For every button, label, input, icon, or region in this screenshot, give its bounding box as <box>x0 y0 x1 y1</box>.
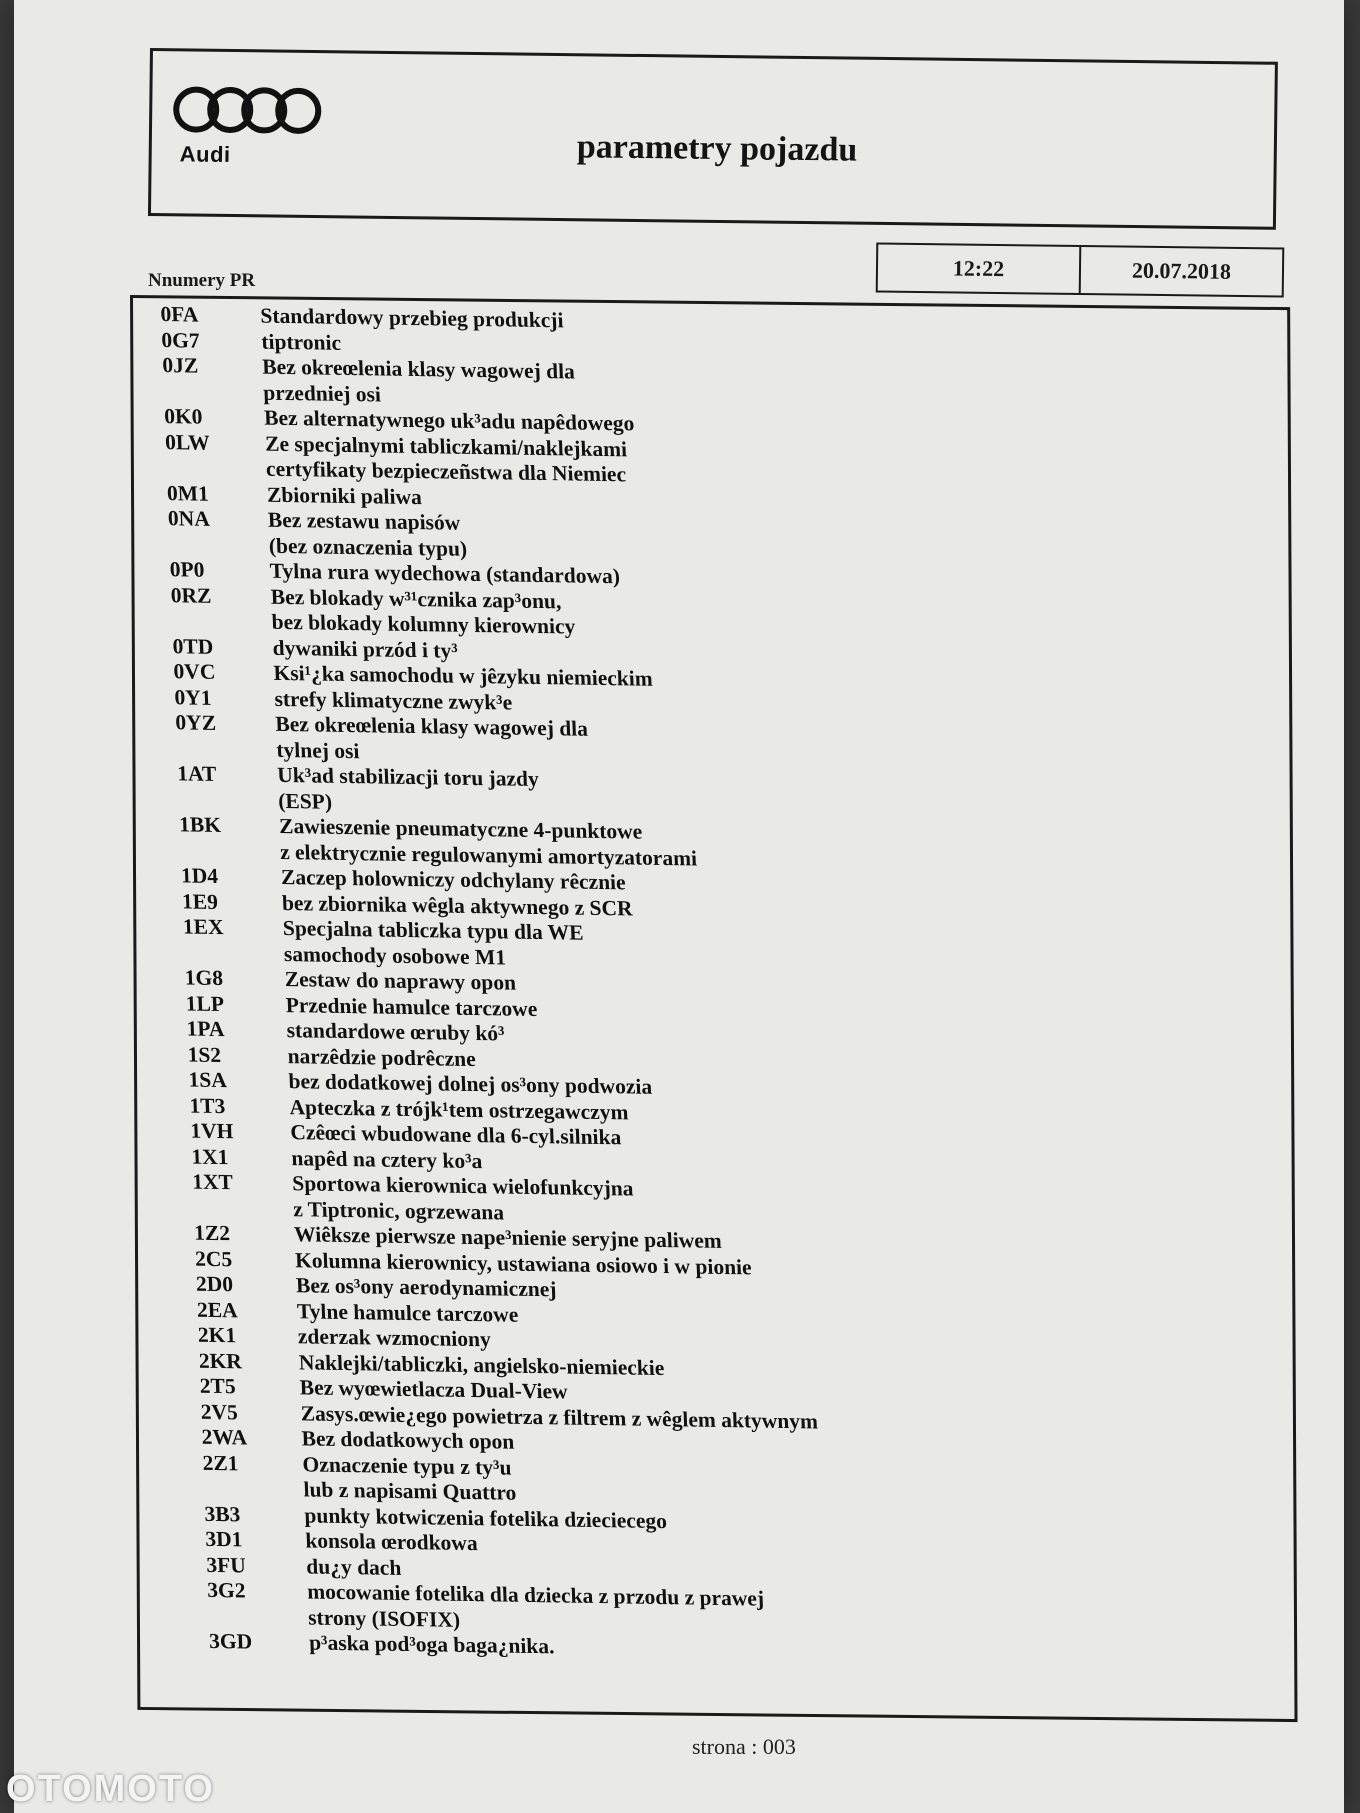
pr-code: 2C5 <box>194 1246 233 1271</box>
pr-description: Zbiorniki paliwa <box>266 482 423 509</box>
pr-description: Bez os³ony aerodynamicznej <box>295 1273 557 1302</box>
pr-code: 1BK <box>178 812 222 838</box>
audi-rings-icon <box>172 81 323 139</box>
pr-description: Apteczka z trójk¹tem ostrzegawczym <box>288 1094 629 1124</box>
pr-description: Zawieszenie pneumatyczne 4-punktowe z elektrycznie regulowanymi amortyzatorami <box>278 813 698 871</box>
pr-code: 0FA <box>160 302 199 327</box>
pr-description: strefy klimatyczne zwyk³e <box>274 686 513 715</box>
pr-code-list <box>160 302 1309 1672</box>
timestamp-box <box>876 243 1285 298</box>
pr-description: Sportowa kierownica wielofunkcyjna z Tiptronic, ogrzewana <box>291 1171 634 1225</box>
pr-description: Uk³ad stabilizacji toru jazdy (ESP) <box>276 762 540 814</box>
pr-description: Czêœci wbudowane dla 6-cyl.silnika <box>289 1120 622 1150</box>
pr-description: tiptronic <box>260 329 342 355</box>
pr-code: 1S2 <box>187 1042 222 1067</box>
pr-description: standardowe œruby kó³ <box>286 1018 505 1046</box>
pr-code: 1E9 <box>181 888 219 914</box>
pr-code: 3GD <box>208 1628 253 1654</box>
pr-description: Bez okreœlenia klasy wagowej dla przedniej osi <box>261 354 576 406</box>
pr-code: 3B3 <box>203 1501 241 1526</box>
pr-description: p³aska pod³oga baga¿nika. <box>308 1630 555 1659</box>
pr-code: 2EA <box>196 1297 238 1322</box>
pr-code: 2Z1 <box>202 1450 239 1475</box>
pr-description: Tylne hamulce tarczowe <box>296 1298 519 1327</box>
pr-description: konsola œrodkowa <box>304 1528 479 1556</box>
pr-code: 1T3 <box>189 1093 226 1118</box>
pr-description: Kolumna kierownicy, ustawiana osiowo i w pionie <box>294 1247 752 1279</box>
pr-code: 1X1 <box>190 1144 229 1169</box>
pr-description: Bez wyœwietlacza Dual-View <box>299 1375 569 1404</box>
pr-description: Bez zestawu napisów (bez oznaczenia typu) <box>267 507 468 561</box>
watermark: OTOMOTO <box>6 1768 215 1810</box>
pr-description: Zaczep holowniczy odchylany rêcznie <box>280 864 626 895</box>
pr-description: Przednie hamulce tarczowe <box>285 992 538 1021</box>
pr-description: Standardowy przebieg produkcji <box>259 303 564 333</box>
pr-description: Zasys.œwie¿ego powietrza z filtrem z wêglem aktywnym <box>300 1400 819 1433</box>
pr-code: 1AT <box>176 761 217 786</box>
pr-code: 0M1 <box>166 480 210 506</box>
pr-description: Bez okreœlenia klasy wagowej dla tylnej osi <box>274 711 589 763</box>
pr-description: Bez dodatkowych opon <box>301 1426 515 1454</box>
pr-code: 0VC <box>173 659 216 684</box>
pr-code: 0G7 <box>160 327 201 353</box>
pr-description: bez zbiornika wêgla aktywnego z SCR <box>281 890 633 921</box>
pr-description: Oznaczenie typu z ty³u lub z napisami Quattro <box>302 1451 517 1505</box>
pr-description: Naklejki/tabliczki, angielsko-niemieckie <box>298 1349 665 1380</box>
pr-code: 1PA <box>186 1016 225 1042</box>
pr-code: 0Y1 <box>174 684 212 710</box>
pr-code: 2D0 <box>195 1271 234 1297</box>
pr-code: 3D1 <box>204 1526 243 1552</box>
brand-name: Audi <box>179 141 231 167</box>
pr-code: 2KR <box>198 1348 243 1373</box>
pr-code: 1VH <box>189 1118 234 1144</box>
pr-code: 2T5 <box>199 1373 237 1399</box>
date-value: 20.07.2018 <box>1131 257 1232 284</box>
pr-code: 2K1 <box>197 1322 237 1348</box>
pr-description: punkty kotwiczenia fotelika dzieciecego <box>303 1502 668 1533</box>
page-title: parametry pojazdu <box>576 128 858 169</box>
pr-description: narzêdzie podrêczne <box>287 1043 477 1071</box>
pr-code: 1D4 <box>180 863 219 888</box>
pr-code: 3G2 <box>206 1577 246 1603</box>
pr-code: 0TD <box>172 633 214 659</box>
pr-code: 0RZ <box>170 582 212 608</box>
pr-code: 1Z2 <box>193 1220 231 1246</box>
time-value: 12:22 <box>878 245 1082 293</box>
pr-code: 1SA <box>188 1067 228 1093</box>
pr-description: Tylna rura wydechowa (standardowa) <box>269 558 621 589</box>
pr-description: Ze specjalnymi tabliczkami/naklejkami certyfikaty bezpieczeñstwa dla Niemiec <box>264 431 628 487</box>
pr-numbers-label: Nnumery PR <box>148 270 256 291</box>
pr-description: bez dodatkowej dolnej os³ony podwozia <box>288 1069 653 1099</box>
pr-description: mocowanie fotelika dla dziecka z przodu z prawej strony (ISOFIX) <box>306 1579 765 1632</box>
audi-logo <box>172 81 323 169</box>
pr-code: 0P0 <box>169 557 205 582</box>
pr-description: dywaniki przód i ty³ <box>272 635 459 663</box>
pr-code: 2V5 <box>200 1399 239 1424</box>
pr-description: napêd na cztery ko³a <box>290 1145 483 1173</box>
document-header <box>148 48 1278 230</box>
pr-code: 0LW <box>164 429 211 455</box>
pr-code: 1XT <box>191 1169 234 1195</box>
pr-description: Specjalna tabliczka typu dla WE samochody osobowe M1 <box>282 915 584 970</box>
pr-description: Bez blokady w³¹cznika zap³onu, bez blokady kolumny kierownicy <box>270 584 576 639</box>
pr-code: 1LP <box>185 990 225 1016</box>
pr-description: Wiêksze pierwsze nape³nienie seryjne paliwem <box>293 1222 723 1253</box>
pr-code: 0JZ <box>161 353 199 378</box>
pr-code: 0NA <box>167 506 211 531</box>
pr-description: zderzak wzmocniony <box>297 1324 492 1352</box>
pr-code: 2WA <box>201 1424 248 1450</box>
pr-code: 0K0 <box>163 404 203 429</box>
pr-description: du¿y dach <box>305 1553 402 1580</box>
pr-code: 0YZ <box>174 710 217 735</box>
pr-code: 1G8 <box>184 965 224 991</box>
page-number: strona : 003 <box>692 1734 796 1759</box>
pr-description: Zestaw do naprawy opon <box>284 967 517 995</box>
pr-code: 1EX <box>182 914 224 940</box>
pr-description: Bez alternatywnego uk³adu napêdowego <box>263 405 635 436</box>
pr-code: 3FU <box>205 1552 247 1578</box>
pr-description: Ksi¹¿ka samochodu w jêzyku niemieckim <box>273 660 654 691</box>
